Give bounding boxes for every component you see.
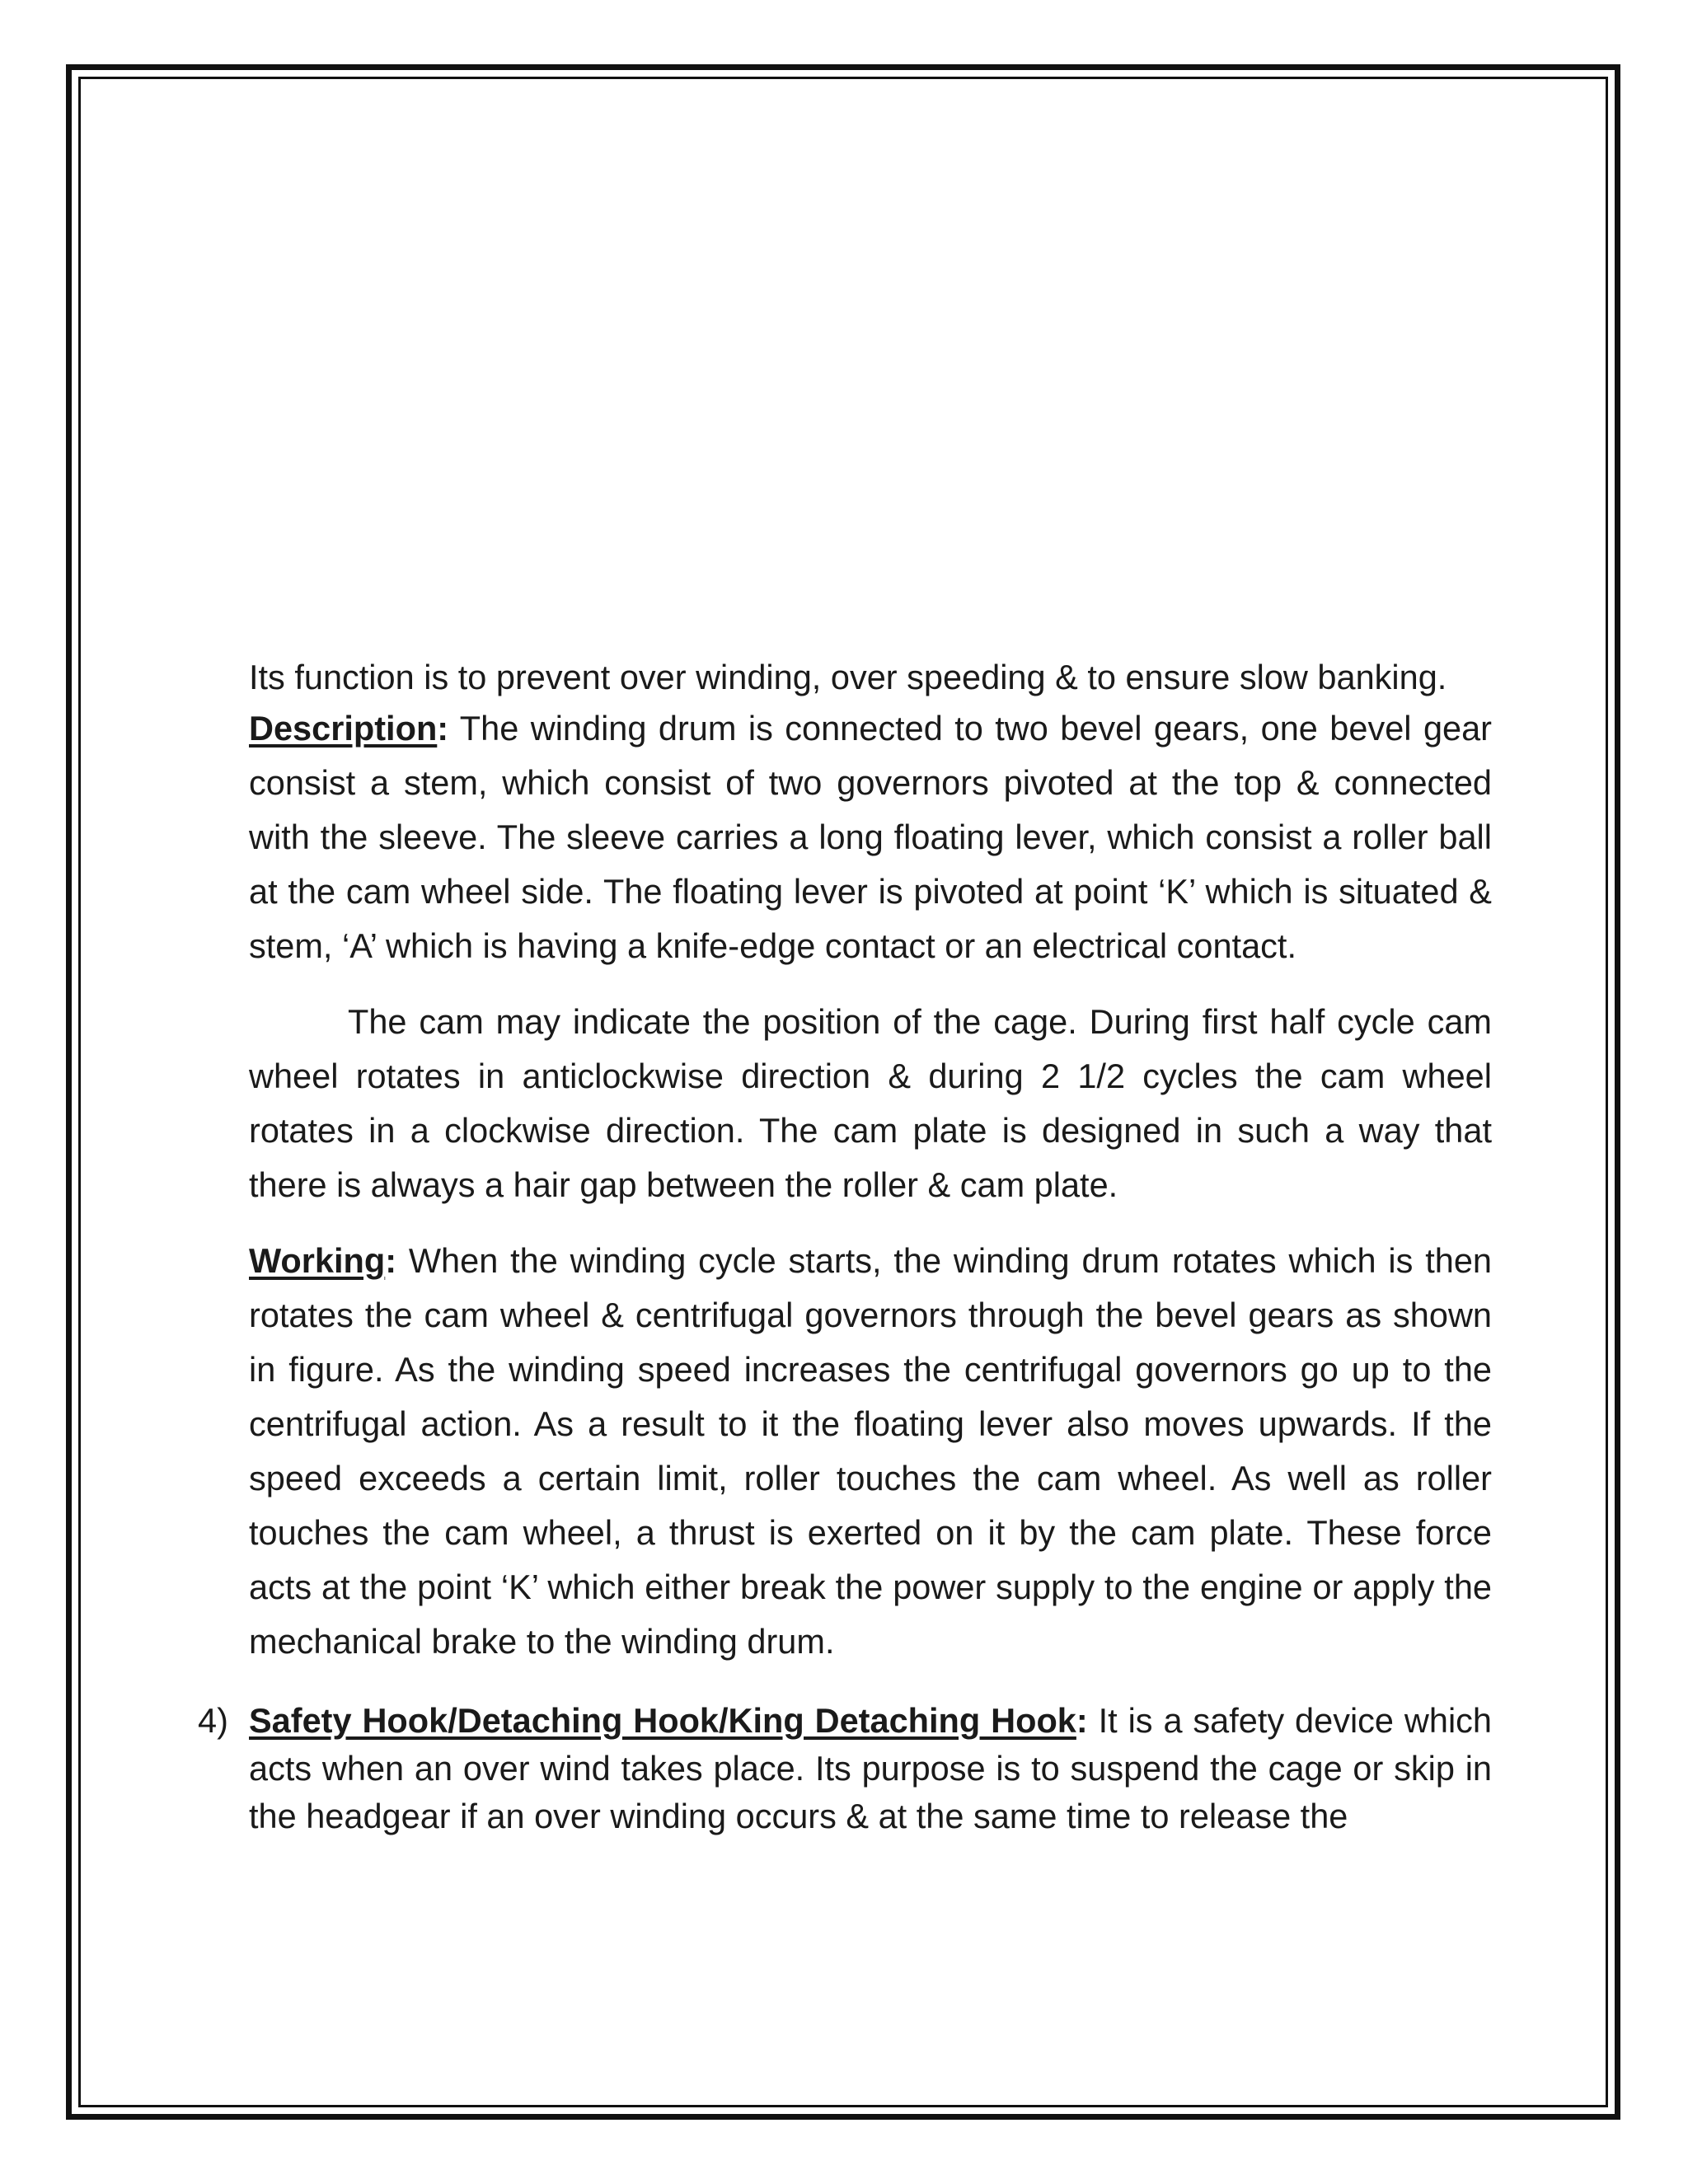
description-text: The winding drum is connected to two bevel gears, one bevel gear consist a stem, which consist of two governors pivoted at the top & connected with the sleeve. The sleeve carries a long floating lever, which consist a roller ball at the cam wheel side. The floating lever is pivoted at point ‘K’ which is situated & stem, ‘A’ which is having a knife-edge contact or an electrical contact. <box>249 709 1492 965</box>
description-paragraph <box>249 701 1492 973</box>
working-colon: : <box>385 1241 397 1280</box>
document-body <box>198 654 1492 1840</box>
description-colon: : <box>437 709 449 748</box>
list-item-safety-hook <box>198 1697 1492 1840</box>
description-heading: Description <box>249 709 438 748</box>
cam-paragraph <box>249 995 1492 1212</box>
safety-hook-colon: : <box>1076 1701 1088 1740</box>
safety-hook-heading: Safety Hook/Detaching Hook/King Detaching Hook <box>249 1701 1076 1740</box>
safety-hook-text: It is a safety device which acts when an over wind takes place. Its purpose is to suspend the cage or skip in the headgear if an over winding occurs & at the same time to release the <box>249 1701 1492 1835</box>
list-item-number: 4) <box>198 1701 228 1740</box>
working-text: When the winding cycle starts, the winding drum rotates which is then rotates the cam wheel & centrifugal governors through the bevel gears as shown in figure. As the winding speed increases the centrifugal governors go up to the centrifugal action. As a result to it the floating lever also moves upwards. If the speed exceeds a certain limit, roller touches the cam wheel. As well as roller touches the cam wheel, a thrust is exerted on it by the cam plate. These force acts at the point ‘K’ which either break the power supply to the engine or apply the mechanical brake to the winding drum. <box>249 1241 1492 1661</box>
intro-paragraph <box>249 654 1492 701</box>
intro-text: Its function is to prevent over winding, over speeding & to ensure slow banking. <box>249 658 1447 696</box>
working-paragraph <box>249 1234 1492 1669</box>
working-heading: Working <box>249 1241 386 1280</box>
cam-text: The cam may indicate the position of the cage. During first half cycle cam wheel rotates in anticlockwise direction & during 2 1/2 cycles the cam wheel rotates in a clockwise direction. The cam plate is designed in such a way that there is always a hair gap between the roller & cam plate. <box>249 1002 1492 1204</box>
